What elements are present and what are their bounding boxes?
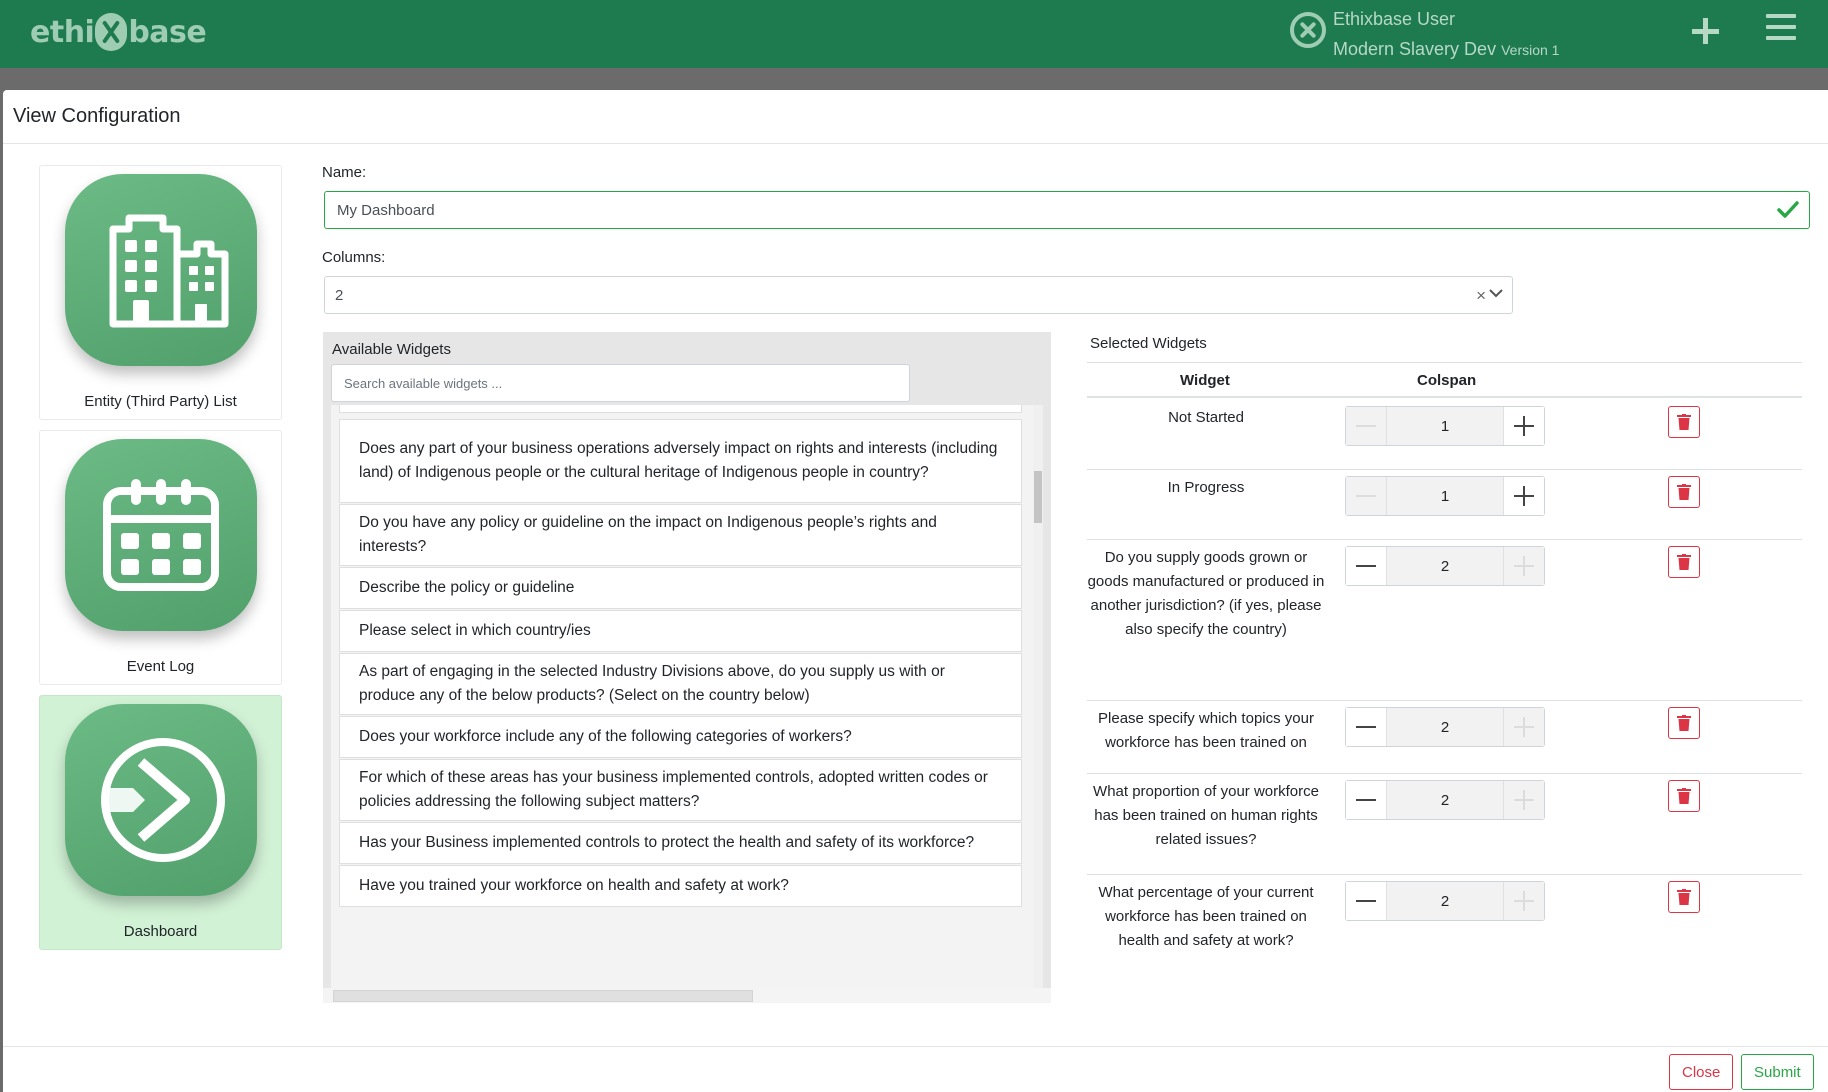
view-card-entity-list[interactable] [39, 165, 282, 420]
column-header-widget: Widget [1180, 372, 1230, 389]
increment-button[interactable] [1504, 477, 1544, 515]
context-version: Version 1 [1501, 42, 1560, 58]
chevron-down-icon[interactable] [1489, 288, 1503, 298]
decrement-button[interactable] [1346, 781, 1386, 819]
list-item[interactable]: Have you trained your workforce on health and safety at work? [339, 865, 1022, 907]
delete-widget-button[interactable] [1668, 406, 1700, 438]
colspan-value[interactable]: 1 [1386, 477, 1504, 515]
top-navbar [0, 0, 1828, 68]
decrement-button[interactable] [1346, 882, 1386, 920]
list-item-partial[interactable] [339, 405, 1022, 413]
column-header-colspan: Colspan [1417, 372, 1477, 389]
logo-text-right: base [128, 14, 207, 50]
widget-name: Not Started [1168, 409, 1244, 426]
colspan-value[interactable]: 2 [1386, 781, 1504, 819]
trash-icon [1677, 554, 1691, 570]
decrement-button[interactable] [1346, 477, 1386, 515]
search-widgets-input[interactable] [331, 364, 910, 402]
clear-selection-icon[interactable]: × [1476, 286, 1486, 305]
vertical-scrollbar[interactable] [1033, 405, 1043, 990]
view-card-event-log[interactable] [39, 430, 282, 685]
vertical-scroll-thumb[interactable] [1034, 471, 1042, 523]
modal-header [3, 90, 1828, 144]
user-context [1333, 39, 1559, 60]
table-row [1087, 774, 1802, 875]
columns-select[interactable] [324, 276, 1513, 314]
table-row [1087, 540, 1802, 701]
list-item[interactable]: Has your Business implemented controls to protect the health and safety of its workforce? [339, 822, 1022, 864]
user-avatar-icon[interactable] [1290, 12, 1326, 48]
view-card-dashboard[interactable] [39, 695, 282, 950]
ethixbase-logo[interactable] [30, 12, 206, 52]
available-widgets-title: Available Widgets [332, 341, 451, 358]
colspan-value[interactable]: 2 [1386, 708, 1504, 746]
columns-selected-value: 2 [335, 286, 344, 304]
list-item[interactable]: As part of engaging in the selected Industry Divisions above, do you supply us with or produce any of the below products? (Select on the country below) [339, 653, 1022, 715]
table-row [1087, 470, 1802, 540]
delete-widget-button[interactable] [1668, 546, 1700, 578]
increment-button[interactable] [1504, 708, 1544, 746]
decrement-button[interactable] [1346, 547, 1386, 585]
modal-title: View Configuration [13, 105, 181, 127]
available-widgets-list[interactable] [331, 405, 1034, 990]
view-label-event-log: Event Log [126, 658, 195, 675]
list-item[interactable]: Does any part of your business operations adversely impact on rights and interests (including land) of Indigenous people or the cultural heritage of Indigenous people in country? [339, 419, 1022, 503]
delete-widget-button[interactable] [1668, 707, 1700, 739]
trash-icon [1677, 484, 1691, 500]
context-name: Modern Slavery Dev [1333, 39, 1497, 59]
delete-widget-button[interactable] [1668, 476, 1700, 508]
modal-footer [3, 1046, 1828, 1092]
trash-icon [1677, 414, 1691, 430]
colspan-stepper [1345, 546, 1545, 586]
widget-name: What percentage of your current workforce has been trained on health and safety at work? [1098, 884, 1314, 949]
colspan-stepper [1345, 881, 1545, 921]
colspan-stepper [1345, 476, 1545, 516]
delete-widget-button[interactable] [1668, 881, 1700, 913]
dashboard-icon [65, 704, 257, 896]
view-configuration-modal [3, 90, 1828, 1092]
increment-button[interactable] [1504, 781, 1544, 819]
trash-icon [1677, 788, 1691, 804]
widget-name: What proportion of your workforce has been trained on human rights related issues? [1093, 783, 1319, 848]
list-item[interactable]: Describe the policy or guideline [339, 567, 1022, 609]
close-button[interactable]: Close [1669, 1054, 1733, 1090]
horizontal-scroll-thumb[interactable] [333, 990, 753, 1002]
table-row [1087, 400, 1802, 470]
valid-check-icon [1777, 200, 1799, 220]
horizontal-scrollbar[interactable] [323, 988, 1051, 1003]
trash-icon [1677, 715, 1691, 731]
available-widgets-panel [323, 332, 1051, 1003]
view-label-dashboard: Dashboard [123, 923, 198, 940]
list-item[interactable]: Please select in which country/ies [339, 610, 1022, 652]
name-input[interactable] [324, 191, 1810, 229]
logo-text-left: ethi [30, 14, 95, 50]
colspan-value[interactable]: 1 [1386, 407, 1504, 445]
increment-button[interactable] [1504, 407, 1544, 445]
columns-label: Columns: [322, 249, 386, 266]
increment-button[interactable] [1504, 547, 1544, 585]
colspan-stepper [1345, 406, 1545, 446]
list-item[interactable]: Do you have any policy or guideline on the impact on Indigenous people’s rights and interests? [339, 504, 1022, 566]
increment-button[interactable] [1504, 882, 1544, 920]
decrement-button[interactable] [1346, 708, 1386, 746]
buildings-icon [65, 174, 257, 366]
name-label: Name: [322, 164, 367, 181]
widget-name: Please specify which topics your workforce has been trained on [1098, 710, 1314, 751]
add-icon[interactable] [1690, 12, 1720, 48]
logo-x-icon [95, 13, 127, 51]
trash-icon [1677, 889, 1691, 905]
selected-widgets-title: Selected Widgets [1090, 335, 1207, 352]
list-item[interactable]: For which of these areas has your business implemented controls, adopted written codes or policies addressing the following subject matters? [339, 759, 1022, 821]
widget-name: Do you supply goods grown or goods manufactured or produced in another jurisdiction? (if yes, please also specify the country) [1087, 549, 1325, 638]
submit-button[interactable]: Submit [1741, 1054, 1814, 1090]
decrement-button[interactable] [1346, 407, 1386, 445]
colspan-stepper [1345, 780, 1545, 820]
colspan-stepper [1345, 707, 1545, 747]
colspan-value[interactable]: 2 [1386, 882, 1504, 920]
colspan-value[interactable]: 2 [1386, 547, 1504, 585]
list-item[interactable]: Does your workforce include any of the following categories of workers? [339, 716, 1022, 758]
table-row [1087, 875, 1802, 993]
hamburger-menu-icon[interactable] [1766, 14, 1796, 40]
selected-widgets-table-header [1087, 362, 1802, 398]
delete-widget-button[interactable] [1668, 780, 1700, 812]
calendar-icon [65, 439, 257, 631]
view-label-entity-list: Entity (Third Party) List [84, 393, 237, 410]
widget-name: In Progress [1167, 479, 1245, 496]
user-name: Ethixbase User [1333, 9, 1456, 29]
table-row [1087, 701, 1802, 774]
